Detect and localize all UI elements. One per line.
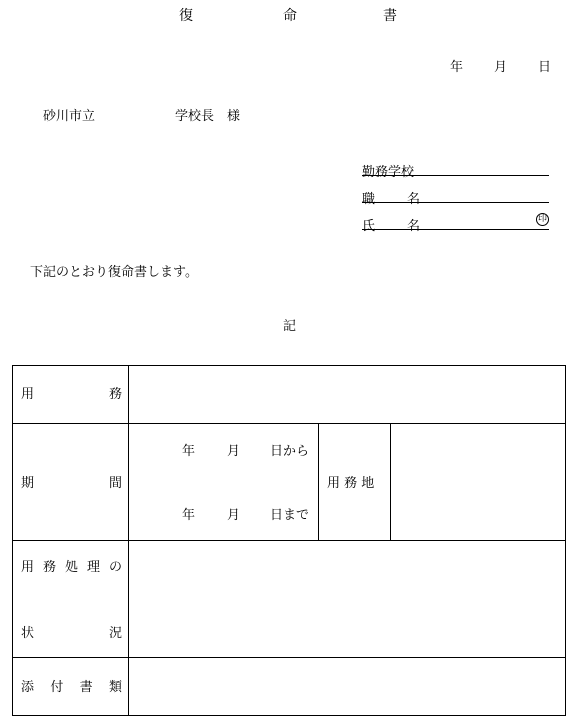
title-char-1: 復 <box>179 8 193 24</box>
attachments-char-2: 付 <box>50 680 64 695</box>
intro-text: 下記のとおり復命書します。 <box>30 265 198 280</box>
status-char-2: 務 <box>42 560 56 575</box>
period-label <box>21 477 122 490</box>
attachments-char-3: 書 <box>79 680 93 695</box>
to-day: 日まで <box>270 508 310 523</box>
school-field-line[interactable] <box>362 175 549 176</box>
seal-mark: 印 <box>537 214 547 224</box>
name-field-line[interactable] <box>362 229 549 230</box>
to-month: 月 <box>227 508 241 523</box>
from-month: 月 <box>227 444 241 459</box>
status-char-3: 処 <box>64 560 78 575</box>
position-label-1: 職 <box>362 192 376 207</box>
name-label-1: 氏 <box>362 219 376 234</box>
attachments-value-cell[interactable] <box>129 658 566 715</box>
status-line2-char-1: 状 <box>21 626 35 641</box>
date-month: 月 <box>494 60 508 75</box>
from-day: 日から <box>270 444 310 459</box>
status-label-line-2 <box>21 627 122 640</box>
title-char-2: 命 <box>283 8 297 24</box>
status-line2-char-2: 況 <box>108 626 122 641</box>
period-label-char-1: 期 <box>21 476 35 491</box>
attachments-char-1: 添 <box>21 680 35 695</box>
location-label: 用 務 地 <box>327 476 375 491</box>
attachments-char-4: 類 <box>108 680 122 695</box>
status-char-5: の <box>108 560 122 575</box>
business-label-char-2: 務 <box>108 387 122 402</box>
business-label-char-1: 用 <box>21 387 35 402</box>
status-value-cell[interactable] <box>129 541 566 657</box>
school-label: 勤務学校 <box>362 165 415 180</box>
title-char-3: 書 <box>383 8 397 24</box>
attachments-label <box>21 681 122 694</box>
business-label <box>21 388 122 401</box>
period-label-char-2: 間 <box>108 476 122 491</box>
addressee-city-school: 砂川市立 <box>43 109 96 124</box>
period-divider-1 <box>318 423 319 540</box>
to-year: 年 <box>182 508 196 523</box>
status-char-4: 理 <box>86 560 100 575</box>
position-label-2: 名 <box>407 192 421 207</box>
status-label-line-1 <box>21 561 122 574</box>
date-year: 年 <box>450 60 464 75</box>
status-char-1: 用 <box>21 560 35 575</box>
name-label-2: 名 <box>407 219 421 234</box>
position-field-line[interactable] <box>362 202 549 203</box>
ki-heading: 記 <box>283 319 297 334</box>
addressee-principal: 学校長 様 <box>175 109 241 124</box>
date-day: 日 <box>538 60 552 75</box>
business-value-cell[interactable] <box>129 366 566 423</box>
location-value-cell[interactable] <box>391 424 566 540</box>
from-year: 年 <box>182 444 196 459</box>
report-form-table <box>12 365 566 716</box>
